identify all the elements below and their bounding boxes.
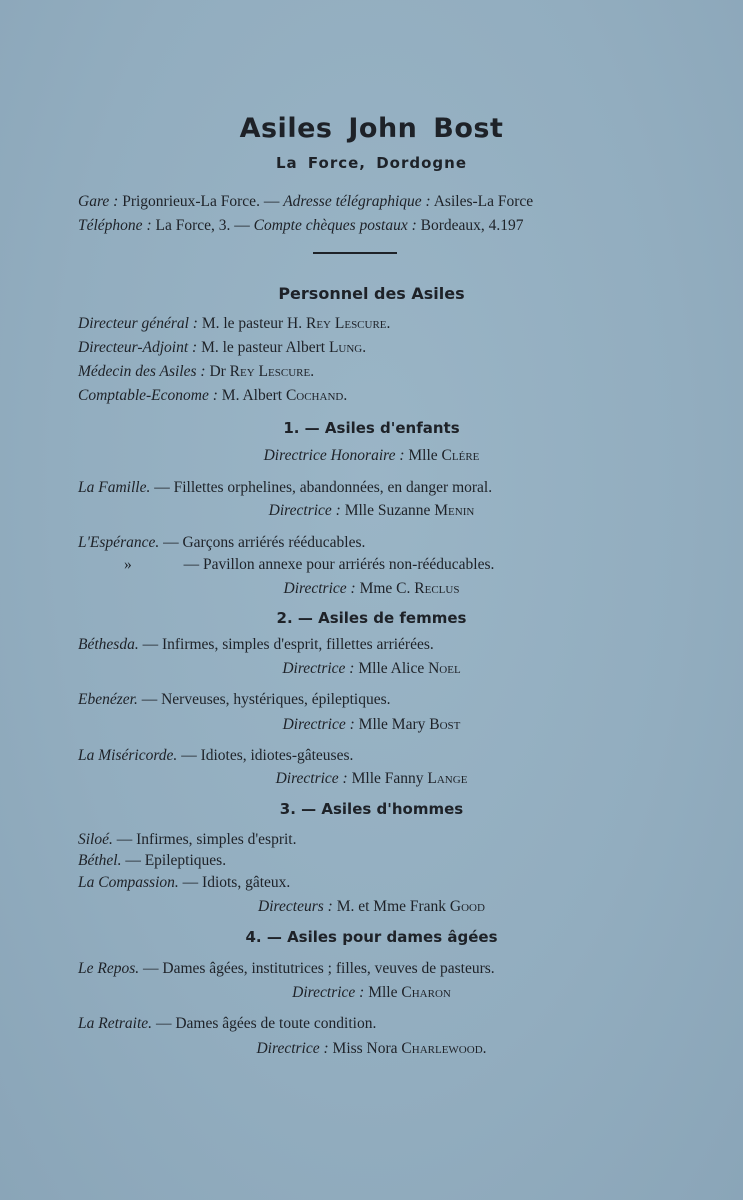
entry-ebenezer [78, 691, 391, 709]
compte-label: Compte chèques postaux : [253, 217, 417, 234]
director-name: Lange [427, 770, 468, 787]
honorary-director [0, 447, 743, 465]
adresse-label: Adresse télégraphique : [283, 193, 431, 210]
page-subtitle: La Force, Dordogne [275, 154, 467, 172]
asile-name: Siloé. [78, 831, 113, 848]
asile-name: Béthel. [78, 852, 122, 869]
director-role: Directrice : [282, 716, 355, 733]
personnel-role: Directeur général : [78, 315, 198, 332]
divider-rule [313, 252, 397, 254]
personnel-name: Lung. [328, 339, 367, 356]
director-role: Directrice : [275, 770, 348, 787]
personnel-heading: Personnel des Asiles [278, 284, 465, 303]
personnel-role: Comptable-Econome : [78, 387, 218, 404]
hommes-directors [0, 898, 743, 916]
director-prefix: M. et Mme Frank [336, 898, 447, 915]
asile-description: — Epileptiques. [125, 852, 227, 869]
misericorde-director [0, 770, 743, 788]
entry-bethesda [78, 636, 434, 654]
asile-name: Le Repos. [78, 960, 140, 977]
asile-description: — Infirmes, simples d'esprit. [116, 831, 297, 848]
ebenezer-director [0, 716, 743, 734]
asile-description: — Idiots, gâteux. [182, 874, 291, 891]
director-prefix: Mlle [408, 447, 438, 464]
director-prefix: Mlle Suzanne [344, 502, 431, 519]
director-prefix: Mlle Alice [358, 660, 425, 677]
personnel-prefix: M. le pasteur Albert [201, 339, 326, 356]
director-role: Directrice : [283, 580, 356, 597]
asile-description: — Dames âgées de toute condition. [155, 1015, 377, 1032]
asile-name: La Retraite. [78, 1015, 153, 1032]
entry-esperance-annexe [124, 556, 494, 574]
personnel-prefix: M. Albert [221, 387, 283, 404]
esperance-director [0, 580, 743, 598]
entry-la-famille [78, 479, 492, 497]
asile-name: La Miséricorde. [78, 747, 178, 764]
gare-value: Prigonrieux-La Force. — [122, 193, 280, 210]
personnel-row [78, 339, 366, 357]
director-prefix: Miss Nora [332, 1040, 398, 1057]
asile-description: — Nerveuses, hystériques, épileptiques. [141, 691, 391, 708]
personnel-row [78, 315, 390, 333]
asile-description: — Garçons arriérés rééducables. [163, 534, 366, 551]
entry-esperance [78, 534, 365, 552]
personnel-row [78, 363, 314, 381]
contact-line-2 [78, 217, 524, 235]
entry-bethel [78, 852, 226, 870]
personnel-name: Cochand. [285, 387, 348, 404]
asile-name: L'Espérance. [78, 534, 160, 551]
director-role: Directrice : [282, 660, 355, 677]
repos-director [0, 984, 743, 1002]
director-prefix: Mme C. [359, 580, 411, 597]
compte-value: Bordeaux, 4.197 [420, 217, 524, 234]
entry-le-repos [78, 960, 495, 978]
bethesda-director [0, 660, 743, 678]
section-2-heading: 2. — Asiles de femmes [276, 609, 467, 627]
contact-line-1 [78, 193, 533, 211]
personnel-role: Médecin des Asiles : [78, 363, 206, 380]
director-name: Clére [441, 447, 480, 464]
retraite-director [0, 1040, 743, 1058]
asile-description: — Idiotes, idiotes-gâteuses. [181, 747, 354, 764]
section-1-heading: 1. — Asiles d'enfants [283, 419, 460, 437]
personnel-prefix: Dr [209, 363, 226, 380]
director-name: Charon [401, 984, 451, 1001]
section-3-heading: 3. — Asiles d'hommes [279, 800, 464, 818]
personnel-role: Directeur-Adjoint : [78, 339, 198, 356]
personnel-prefix: M. le pasteur H. [201, 315, 303, 332]
personnel-name: Rey Lescure. [229, 363, 315, 380]
director-name: Bost [429, 716, 461, 733]
director-prefix: Mlle Mary [358, 716, 426, 733]
asile-description: — Dames âgées, institutrices ; filles, veuves de pasteurs. [143, 960, 495, 977]
tel-value: La Force, 3. — [155, 217, 250, 234]
entry-la-retraite [78, 1015, 376, 1033]
tel-label: Téléphone : [78, 217, 152, 234]
director-name: Menin [434, 502, 475, 519]
director-name: Reclus [414, 580, 460, 597]
famille-director [0, 502, 743, 520]
entry-misericorde [78, 747, 353, 765]
asile-name: Ebenézer. [78, 691, 138, 708]
asile-name: La Compassion. [78, 874, 179, 891]
section-4-heading: 4. — Asiles pour dames âgées [245, 928, 498, 946]
director-name: Good [449, 898, 485, 915]
adresse-value: Asiles-La Force [433, 193, 534, 210]
personnel-row [78, 387, 347, 405]
asile-name: La Famille. [78, 479, 151, 496]
director-role: Directrice : [268, 502, 341, 519]
director-role: Directrice : [256, 1040, 329, 1057]
page-title: Asiles John Bost [239, 113, 504, 144]
director-name: Noel [428, 660, 461, 677]
director-role: Directrice Honoraire : [263, 447, 405, 464]
gare-label: Gare : [78, 193, 119, 210]
director-name: Charlewood. [401, 1040, 487, 1057]
asile-name: Béthesda. [78, 636, 139, 653]
entry-compassion [78, 874, 290, 892]
personnel-name: Rey Lescure. [306, 315, 391, 332]
director-prefix: Mlle [368, 984, 398, 1001]
ditto-mark: » [124, 556, 132, 573]
director-role: Directeurs : [258, 898, 333, 915]
asile-description: — Infirmes, simples d'esprit, fillettes arriérées. [142, 636, 434, 653]
entry-siloe [78, 831, 296, 849]
asile-description: — Pavillon annexe pour arriérés non-rééducables. [183, 556, 495, 573]
director-role: Directrice : [292, 984, 365, 1001]
director-prefix: Mlle Fanny [351, 770, 424, 787]
asile-description: — Fillettes orphelines, abandonnées, en danger moral. [154, 479, 493, 496]
